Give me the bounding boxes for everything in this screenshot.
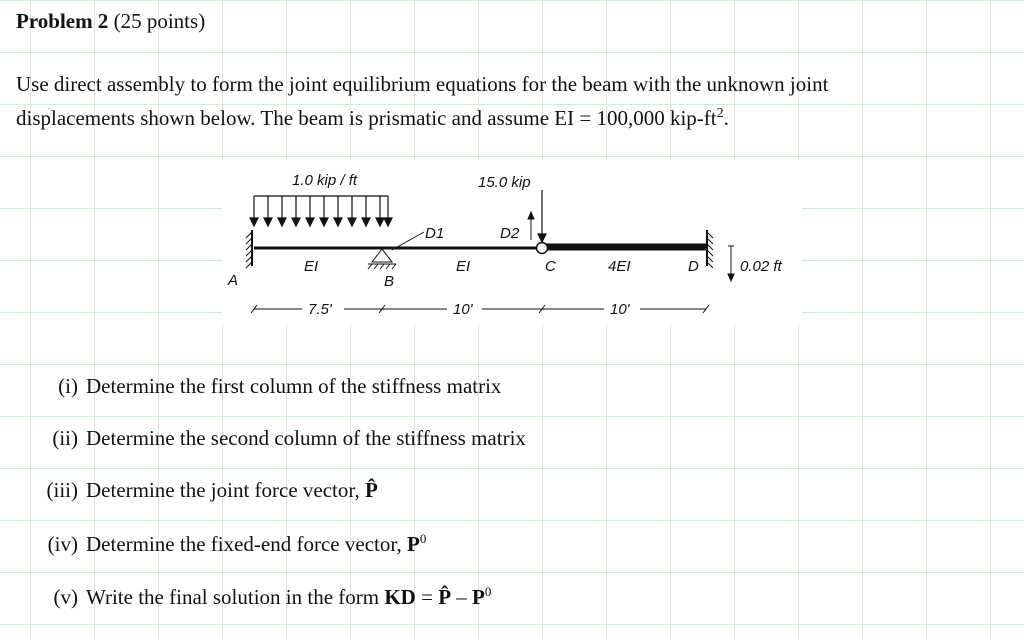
question-number: (ii) xyxy=(52,426,78,450)
kd-symbol: KD xyxy=(384,585,416,609)
distributed-load-arrows xyxy=(250,196,392,226)
question-number: (iv) xyxy=(47,532,78,556)
question-number: (iii) xyxy=(46,478,78,502)
p-hat-symbol: P̂ xyxy=(438,585,452,609)
settlement-arrow xyxy=(728,246,734,281)
point-load-label: 15.0 kip xyxy=(478,174,531,191)
beam-diagram xyxy=(222,160,802,325)
problem-statement xyxy=(16,70,1016,133)
joint-d-label: D xyxy=(688,258,699,275)
fixed-support-d xyxy=(707,230,713,268)
ei-cd-label: 4EI xyxy=(608,258,631,275)
question-text: Write the final solution in the form xyxy=(86,585,385,609)
hinge-c xyxy=(537,243,548,254)
superscript: 0 xyxy=(419,531,427,546)
question-text: Determine the joint force vector, xyxy=(86,478,366,502)
span-cd-label: 10' xyxy=(610,301,630,318)
statement-period: . xyxy=(723,106,729,130)
superscript: 0 xyxy=(484,584,492,599)
statement-line-2: displacements shown below. The beam is prismatic and assume EI = 100,000 kip-ft xyxy=(16,106,717,130)
d2-arrow xyxy=(528,212,534,240)
joint-force-vector-symbol: P̂ xyxy=(365,478,378,502)
distributed-load-label: 1.0 kip / ft xyxy=(292,172,358,189)
question-4 xyxy=(30,531,426,557)
question-5 xyxy=(30,584,491,610)
p-symbol: P xyxy=(472,585,485,609)
problem-number: Problem 2 xyxy=(16,9,109,33)
question-text: Determine the fixed-end force vector, xyxy=(86,532,407,556)
joint-c-label: C xyxy=(545,258,556,275)
question-2 xyxy=(30,426,526,451)
fixed-end-vector-symbol: P xyxy=(407,532,420,556)
question-number: (v) xyxy=(53,585,78,609)
question-number: (i) xyxy=(58,374,78,398)
statement-exponent: 2 xyxy=(716,106,724,121)
span-ab-label: 7.5' xyxy=(308,301,332,318)
equals-sign: = xyxy=(415,585,439,609)
question-text: Determine the first column of the stiffness matrix xyxy=(86,374,502,398)
point-load-arrow xyxy=(538,190,546,242)
question-3 xyxy=(30,478,378,503)
fixed-support-a xyxy=(246,230,252,268)
ei-bc-label: EI xyxy=(456,258,471,275)
joint-b-label: B xyxy=(384,273,395,290)
span-bc-label: 10' xyxy=(453,301,473,318)
problem-title xyxy=(16,9,205,34)
minus-sign: – xyxy=(451,585,473,609)
question-1 xyxy=(30,374,501,399)
d1-label: D1 xyxy=(425,225,445,242)
problem-points: (25 points) xyxy=(108,9,206,33)
d2-label: D2 xyxy=(500,225,520,242)
ei-ab-label: EI xyxy=(304,258,319,275)
support-b xyxy=(368,249,396,269)
question-text: Determine the second column of the stiffness matrix xyxy=(86,426,526,450)
beam-figure xyxy=(222,160,802,325)
joint-a-label: A xyxy=(228,272,239,289)
settlement-label: 0.02 ft xyxy=(740,258,782,275)
statement-line-1: Use direct assembly to form the joint equilibrium equations for the beam with the unknown joint xyxy=(16,72,829,96)
